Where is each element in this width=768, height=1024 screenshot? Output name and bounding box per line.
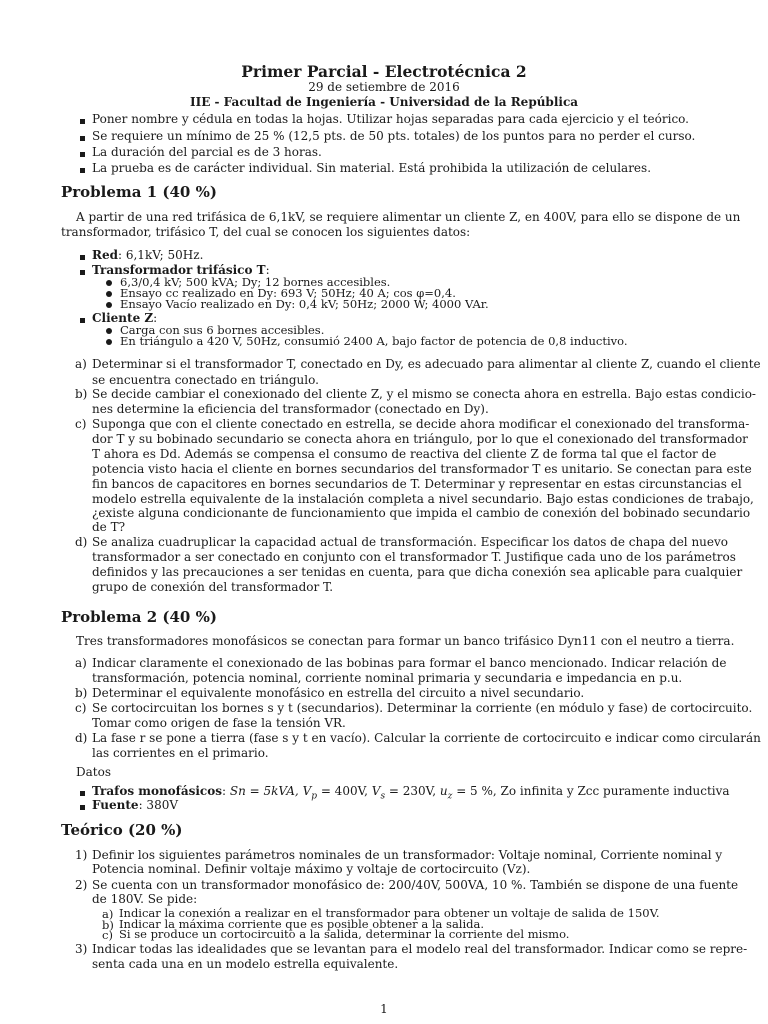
question-text: de 180V. Se pide:	[92, 892, 198, 906]
question-label: c)	[75, 701, 87, 715]
question-label: 2)	[75, 878, 88, 892]
question-text: transformador a ser conectado en conjunto con el transformador T. Justifique cada uno de los parámetros	[92, 550, 736, 564]
trafo-item: Ensayo Vacío realizado en Dy: 0,4 kV; 50Hz; 2000 W; 4000 VAr.	[120, 297, 489, 311]
question-text: definidos y las precauciones a ser tenidas en cuenta, para que dicha conexión sea aplicable para cualquier	[92, 565, 743, 579]
problem-1-intro: A partir de una red trifásica de 6,1kV, se requiere alimentar un cliente Z, en 400V, para ello se dispone de un	[76, 210, 741, 224]
cliente-item: En triángulo a 420 V, 50Hz, consumió 2400 A, bajo factor de potencia de 0,8 inductivo.	[120, 334, 628, 348]
question-label: b)	[75, 686, 88, 700]
bullet-square-icon	[80, 791, 85, 796]
question-text: Determinar el equivalente monofásico en estrella del circuito a nivel secundario.	[92, 686, 585, 700]
question-text: fin bancos de capacitores en bornes secundarios de T. Determinar y representar en estas circunstancias el	[92, 477, 742, 491]
exam-date: 29 de setiembre de 2016	[308, 80, 460, 94]
bullet-square-icon	[80, 168, 85, 173]
page-number: 1	[380, 1002, 388, 1016]
trafo-item: Ensayo cc realizado en Dy: 693 V; 50Hz; 40 A; cos φ=0,4.	[120, 286, 456, 300]
question-text: Se cortocircuitan los bornes s y t (secundarios). Determinar la corriente (en módulo y fase) de cortocircuito.	[92, 701, 753, 715]
question-text: Se analiza cuadruplicar la capacidad actual de transformación. Especificar los datos de chapa del nuevo	[92, 535, 729, 549]
question-label: c)	[75, 417, 87, 431]
question-text: Se cuenta con un transformador monofásico de: 200/40V, 500VA, 10 %. También se dispone de una fuente	[92, 878, 739, 892]
question-text: se encuentra conectado en triángulo.	[92, 373, 319, 387]
trafo-item: 6,3/0,4 kV; 500 kVA; Dy; 12 bornes accesibles.	[120, 275, 391, 289]
data-cliente: Cliente Z:	[92, 311, 158, 325]
instruction-item: Se requiere un mínimo de 25 % (12,5 pts. de 50 pts. totales) de los puntos para no perder el curso.	[92, 129, 696, 143]
question-text: Suponga que con el cliente conectado en estrella, se decide ahora modificar el conexionado del transforma-	[92, 417, 750, 431]
question-text: Indicar claramente el conexionado de las bobinas para formar el banco mencionado. Indicar relación de	[92, 656, 727, 670]
question-label: 1)	[75, 848, 88, 862]
question-label: a)	[75, 656, 87, 670]
subquestion-label: b)	[102, 918, 114, 932]
problem-2-heading: Problema 2 (40 %)	[61, 608, 217, 626]
question-text: potencia visto hacia el cliente en bornes secundarios del transformador T es unitario. Se conectan para este	[92, 462, 752, 476]
bullet-square-icon	[80, 152, 85, 157]
problem-1-heading: Problema 1 (40 %)	[61, 183, 217, 201]
cliente-item: Carga con sus 6 bornes accesibles.	[120, 323, 325, 337]
data-red: Red: 6,1kV; 50Hz.	[92, 248, 204, 262]
question-text: Determinar si el transformador T, conectado en Dy, es adecuado para alimentar al cliente Z, cuando el cliente	[92, 357, 761, 371]
question-label: a)	[75, 357, 87, 371]
question-text: La fase r se pone a tierra (fase s y t en vacío). Calcular la corriente de cortocircuito e indicar como circularán	[92, 731, 761, 745]
institution: IIE - Facultad de Ingeniería - Universidad de la República	[189, 95, 579, 109]
question-text: Se decide cambiar el conexionado del cliente Z, y el mismo se conecta ahora en estrella. Bajo estas condicio-	[92, 387, 756, 401]
bullet-dot-icon	[106, 328, 112, 334]
question-label: 3)	[75, 942, 88, 956]
subquestion-text: Si se produce un cortocircuito a la salida, determinar la corriente del mismo.	[119, 927, 570, 941]
subquestion-label: c)	[102, 928, 113, 942]
datos-label: Datos	[76, 765, 111, 779]
bullet-square-icon	[80, 318, 85, 323]
question-text: las corrientes en el primario.	[92, 746, 269, 760]
question-text: ¿existe alguna condicionante de funcionamiento que impida el cambio de conexión del bobinado secundario	[92, 506, 751, 520]
problem-2-intro: Tres transformadores monofásicos se conectan para formar un banco trifásico Dyn11 con el neutro a tierra.	[76, 634, 735, 648]
bullet-square-icon	[80, 805, 85, 810]
bullet-square-icon	[80, 270, 85, 275]
question-label: d)	[75, 535, 88, 549]
subquestion-text: Indicar la máxima corriente que es posible obtener a la salida.	[119, 917, 485, 931]
question-text: grupo de conexión del transformador T.	[92, 580, 334, 594]
question-text: T ahora es Dd. Además se compensa el consumo de reactiva del cliente Z de forma tal que el factor de	[92, 447, 717, 461]
question-text: senta cada una en un modelo estrella equivalente.	[92, 957, 399, 971]
bullet-dot-icon	[106, 302, 112, 308]
question-text: Tomar como origen de fase la tensión VR.	[92, 716, 346, 730]
theory-heading: Teórico (20 %)	[61, 821, 183, 839]
question-text: Definir los siguientes parámetros nominales de un transformador: Voltaje nominal, Corriente nominal y	[92, 848, 723, 862]
question-text: Potencia nominal. Definir voltaje máximo y voltaje de cortocircuito (Vz).	[92, 862, 531, 876]
bullet-dot-icon	[106, 291, 112, 297]
question-text: de T?	[92, 520, 126, 534]
question-text: modelo estrella equivalente de la instalación completa a nivel secundario. Bajo estas condiciones de trabajo,	[92, 492, 754, 506]
question-label: d)	[75, 731, 88, 745]
question-text: dor T y su bobinado secundario se conecta ahora en triángulo, por lo que el conexionado del transformador	[92, 432, 748, 446]
instruction-item: La prueba es de carácter individual. Sin material. Está prohibida la utilización de celulares.	[92, 161, 652, 175]
bullet-square-icon	[80, 119, 85, 124]
bullet-square-icon	[80, 255, 85, 260]
data-trafos-monofasicos: Trafos monofásicos: Sn = 5kVA, $V_p = 400V$, $V_s = 230V$, $u_z = 5$ %, Zo infinita y Zcc puramente inductiva	[92, 784, 730, 802]
question-label: b)	[75, 387, 88, 401]
bullet-square-icon	[80, 136, 85, 141]
data-trafo: Transformador trifásico T:	[92, 263, 270, 277]
question-text: nes determine la eficiencia del transformador (conectado en Dy).	[92, 402, 489, 416]
problem-1-intro: transformador, trifásico T, del cual se conocen los siguientes datos:	[61, 225, 471, 239]
subquestion-label: a)	[102, 907, 114, 921]
bullet-dot-icon	[106, 339, 112, 345]
data-fuente: Fuente: 380V	[92, 798, 179, 812]
question-text: Indicar todas las idealidades que se levantan para el modelo real del transformador. Indicar como se repre-	[92, 942, 748, 956]
instruction-item: Poner nombre y cédula en todas la hojas. Utilizar hojas separadas para cada ejercicio y el teórico.	[92, 112, 689, 126]
question-text: transformación, potencia nominal, corriente nominal primaria y secundaria e impedancia en p.u.	[92, 671, 683, 685]
subquestion-text: Indicar la conexión a realizar en el transformador para obtener un voltaje de salida de 150V.	[119, 906, 660, 920]
instruction-item: La duración del parcial es de 3 horas.	[92, 145, 322, 159]
bullet-dot-icon	[106, 280, 112, 286]
page-title: Primer Parcial - Electrotécnica 2	[241, 62, 527, 81]
